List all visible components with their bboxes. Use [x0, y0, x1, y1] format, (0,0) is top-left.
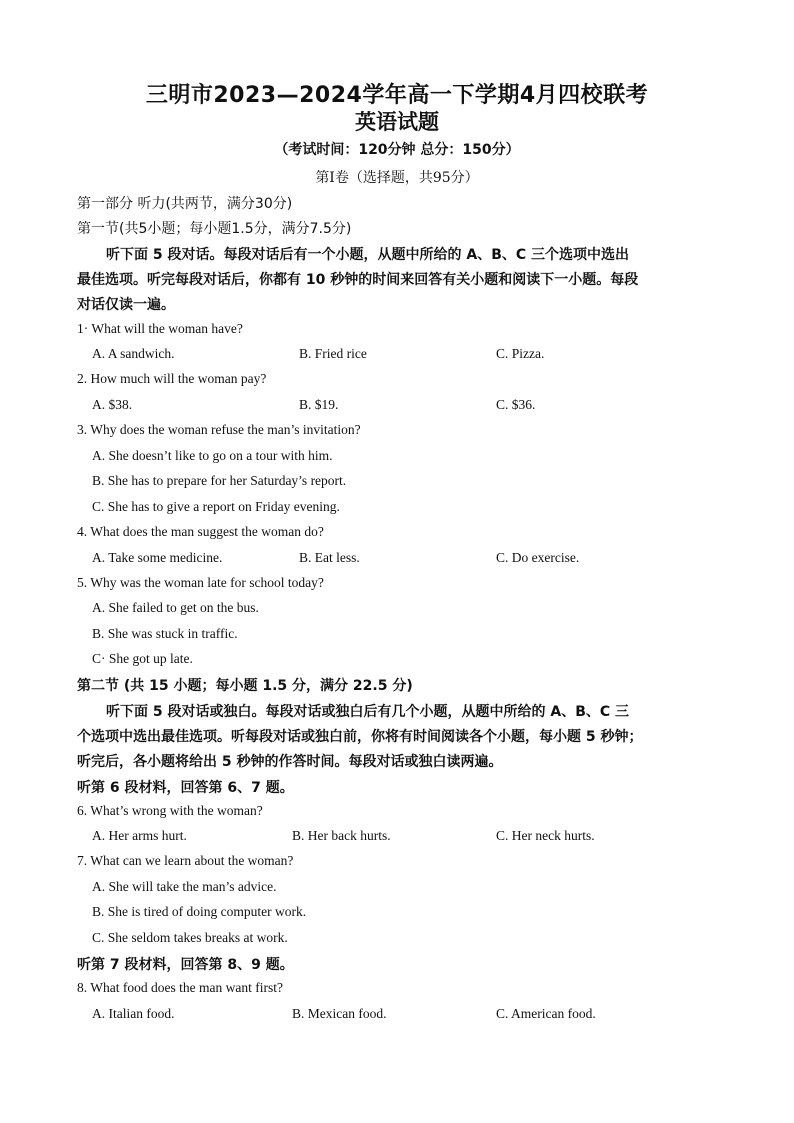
question-8-option-a[interactable]: A. Italian food.: [92, 1006, 175, 1021]
question-1-option-b[interactable]: B. Fried rice: [299, 346, 367, 361]
question-8-option-b[interactable]: B. Mexican food.: [292, 1006, 387, 1021]
question-2-option-a[interactable]: A. $38.: [92, 397, 133, 412]
question-3-option-b[interactable]: B. She has to prepare for her Saturday’s report.: [92, 473, 347, 488]
question-7-option-b[interactable]: B. She is tired of doing computer work.: [92, 904, 307, 919]
question-4-option-c[interactable]: C. Do exercise.: [496, 550, 580, 565]
question-2-option-c[interactable]: C. $36.: [496, 397, 536, 412]
question-7: 7. What can we learn about the woman?: [77, 853, 294, 868]
question-6-option-c[interactable]: C. Her neck hurts.: [496, 828, 595, 843]
section2-instructions-line2: 个选项中选出最佳选项。听每段对话或独白前，你将有时间阅读各个小题，每小题 5 秒钟；: [77, 729, 643, 745]
material-7-heading: 听第 7 段材料，回答第 8、9 题。: [77, 957, 294, 973]
question-5-option-c[interactable]: C· She got up late.: [92, 651, 193, 666]
question-5: 5. Why was the woman late for school today?: [77, 575, 324, 590]
section1-instructions-line3: 对话仅读一遍。: [77, 297, 175, 313]
question-7-option-c[interactable]: C. She seldom takes breaks at work.: [92, 930, 288, 945]
question-1: 1· What will the woman have?: [77, 321, 243, 336]
question-2-option-b[interactable]: B. $19.: [299, 397, 339, 412]
section1-instructions-line2: 最佳选项。听完每段对话后，你都有 10 秒钟的时间来回答有关小题和阅读下一小题。每段: [77, 272, 639, 288]
section2-heading: 第二节 (共 15 小题；每小题 1.5 分，满分 22.5 分): [77, 678, 413, 694]
question-5-option-b[interactable]: B. She was stuck in traffic.: [92, 626, 238, 641]
section1-instructions-line1: 听下面 5 段对话。每段对话后有一个小题，从题中所给的 A、B、C 三个选项中选出: [106, 247, 630, 263]
question-3-option-c[interactable]: C. She has to give a report on Friday evening.: [92, 499, 340, 514]
volume-heading: 第Ⅰ卷（选择题，共95分）: [315, 170, 479, 186]
question-1-option-c[interactable]: C. Pizza.: [496, 346, 545, 361]
question-4-option-a[interactable]: A. Take some medicine.: [92, 550, 223, 565]
exam-info: （考试时间：120分钟 总分：150分）: [274, 142, 520, 158]
exam-subtitle: 英语试题: [355, 110, 439, 134]
question-4: 4. What does the man suggest the woman do?: [77, 524, 324, 539]
section2-instructions-line3: 听完后，各小题将给出 5 秒钟的作答时间。每段对话或独白读两遍。: [77, 754, 503, 770]
exam-title: 三明市2023—2024学年高一下学期4月四校联考: [145, 83, 649, 108]
question-2: 2. How much will the woman pay?: [77, 371, 267, 386]
question-6: 6. What’s wrong with the woman?: [77, 803, 263, 818]
question-7-option-a[interactable]: A. She will take the man’s advice.: [92, 879, 277, 894]
question-3: 3. Why does the woman refuse the man’s invitation?: [77, 422, 361, 437]
question-4-option-b[interactable]: B. Eat less.: [299, 550, 360, 565]
question-3-option-a[interactable]: A. She doesn’t like to go on a tour with him.: [92, 448, 333, 463]
part1-heading: 第一部分 听力(共两节，满分30分): [77, 196, 293, 212]
question-6-option-a[interactable]: A. Her arms hurt.: [92, 828, 187, 843]
question-6-option-b[interactable]: B. Her back hurts.: [292, 828, 391, 843]
question-8-option-c[interactable]: C. American food.: [496, 1006, 596, 1021]
material-6-heading: 听第 6 段材料，回答第 6、7 题。: [77, 780, 294, 796]
question-5-option-a[interactable]: A. She failed to get on the bus.: [92, 600, 259, 615]
question-1-option-a[interactable]: A. A sandwich.: [92, 346, 175, 361]
section1-heading: 第一节(共5小题；每小题1.5分，满分7.5分): [77, 221, 352, 237]
section2-instructions-line1: 听下面 5 段对话或独白。每段对话或独白后有几个小题，从题中所给的 A、B、C 三: [106, 704, 630, 720]
question-8: 8. What food does the man want first?: [77, 980, 283, 995]
